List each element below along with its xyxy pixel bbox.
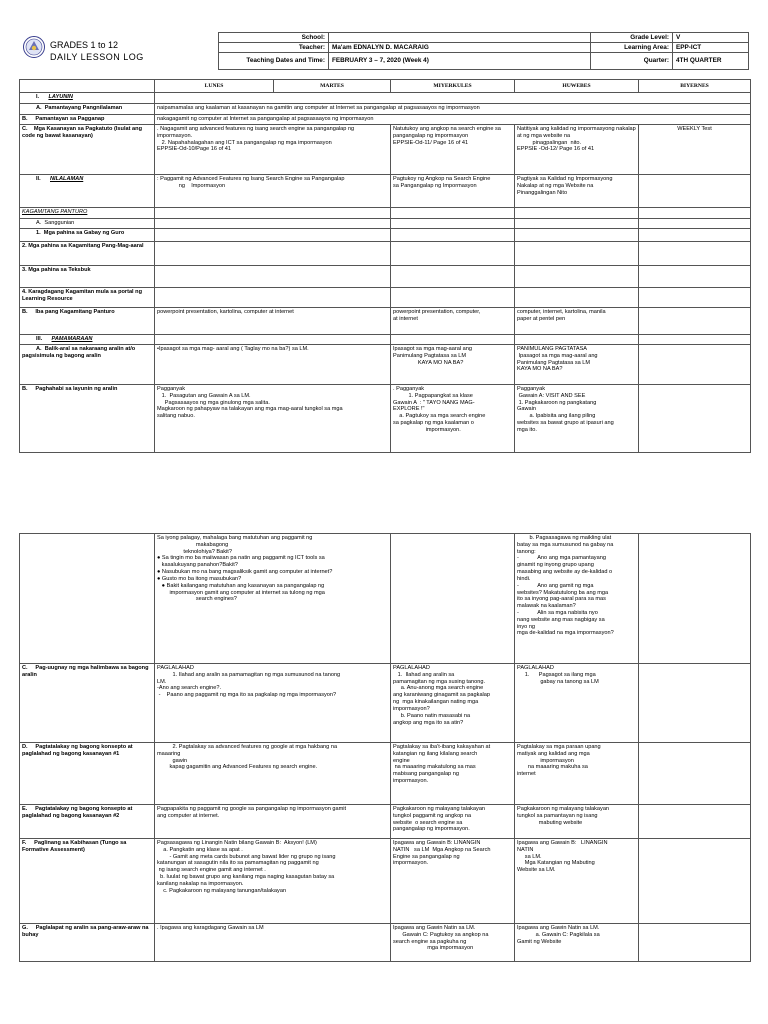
teks-label: Mga pahina sa Teksbuk (28, 267, 91, 273)
nilalaman-lunes: : Paggamit ng Advanced Features ng Isang Search Engine sa Pangangalap ng Impormasyon (155, 175, 391, 208)
pagtatalakay2-label: Pagtatalakay ng bagong konsepto at paglalahad ng bagong kasanayan #2 (22, 806, 133, 819)
pag-uugnay-label: Pag-uugnay ng mga halimbawa sa bagong aralin (22, 665, 149, 678)
sanggunian-num: A. (36, 220, 42, 226)
teacher-label: Teacher: (219, 43, 329, 53)
paghahabi-huwebes: Pagganyak Gawain A: VISIT AND SEE 1. Pagkakaroon ng pangkatang Gawain a. Ipabisita ang ilang piling websites sa bawat grupo at ipasuri ang mga ito. (515, 385, 639, 453)
deped-seal-icon (23, 36, 45, 58)
paglalapat-lunes: . Ipagawa ang karagdagang Gawain sa LM (155, 924, 391, 962)
grade-value: V (673, 33, 749, 43)
pagtatalakay1-label: Pagtatalakay ng bagong konsepto at paglalahad ng bagong kasanayan #1 (22, 744, 133, 757)
cont-huwebes: b. Pagsasagawa ng maikling ulat batay sa mga sumusunod na gabay na tanong: - Ano ang mga pamantayang ginamit ng inyong grupo upang masabing ang website ay de-kalidad o hindi. - Ano ang gamit ng mga websites? Makatutulong ba ang mga ito sa inyong pag-aaral para sa mas malawak na kaalaman? - Alin sa mga nabisita nyo nang website ang mas nagbigay sa inyo ng mga de-kalidad na mga impormasyon? (515, 534, 639, 664)
balik-huwebes: PANIMULANG PAGTATASA Ipasagot sa mga mag-aaral ang Panimulang Pagtatasa sa LM KAYA MO NA BA? (515, 345, 639, 385)
kasanayan-biyernes: WEEKLY Test (639, 125, 751, 175)
paglinang-num: F. (22, 840, 27, 846)
quarter-value: 4TH QUARTER (673, 53, 749, 70)
school-label: School: (219, 33, 329, 43)
layunin-label: LAYUNIN (48, 94, 73, 100)
area-value: EPP-ICT (673, 43, 749, 53)
pagtatalakay1-huwebes: Pagtalakay sa mga paraan upang matiyak ang kalidad ang mga impormasyon na maaaring makuha sa internet (515, 743, 639, 805)
karag-num: 4. (22, 289, 27, 295)
teks-num: 3. (22, 267, 27, 273)
balik-num: A. (36, 346, 42, 352)
row-c-num: C. (22, 126, 28, 132)
row-c-label: Mga Kasanayan sa Pagkatuto (Isulat ang code ng bawat kasanayan) (22, 126, 142, 139)
area-label: Learning Area: (591, 43, 673, 53)
paghahabi-label: Paghahabi sa layunin ng aralin (35, 386, 118, 392)
paglinang-miyerkules: Ipagawa ang Gawain B: LINANGIN NATIN sa LM Mga Angkop na Search Engine sa pangangalap ng impormasyon. (391, 839, 515, 924)
pamamaraan-label: PAMAMARAAN (51, 336, 93, 342)
pagtatalakay1-lunes: 2. Pagtalakay sa advanced features ng google at mga hakbang na maaaring gawin kapag gagamitin ang Advanced Features ng search engine. (155, 743, 391, 805)
iba-label: Iba pang Kagamitang Panturo (35, 309, 115, 315)
dates-value: FEBRUARY 3 – 7, 2020 (Week 4) (329, 53, 591, 70)
pagtatalakay2-lunes: Pagpapakita ng paggamit ng google sa pangangalap ng impormasyon gamit ang computer at internet. (155, 805, 391, 839)
day-header-biyernes: BIYERNES (639, 80, 751, 93)
pamantayan-sa-pagganap-text: nakagagamit ng computer at Internet sa pangangalap at pagsasaayos ng impormasyon (155, 115, 751, 125)
nilalaman-miyerkules: Pagtukoy ng Angkop na Search Engine sa Pangangalap ng Impormasyon (391, 175, 515, 208)
paglalapat-num: G. (22, 925, 28, 931)
row-a-label: Pamantayang Pangnilalaman (44, 105, 123, 111)
school-value (329, 33, 591, 43)
row-a-num: A. (36, 105, 42, 111)
row-b-num: B. (22, 116, 28, 122)
paglinang-lunes: Pagsasagawa ng Linangin Natin bilang Gawain B: Aksyon! (LM) a. Pangkatin ang klase sa apat . - Gamit ang meta cards bubunot ang bawat lider ng grupo ng isang katanungan at sasagutin nila ito sa pamamagitan ng paggamit ng ng isang search engine gamit ang internet . b. Iuulat ng bawat grupo ang kanilang mga naging kasagutan batay sa kanilang nakalap na impormasyon. c. Pagkakaroon ng malayang tanungan/talakayan (155, 839, 391, 924)
pag-uugnay-num: C. (22, 665, 28, 671)
header-table (218, 32, 749, 70)
cont-lunes: Sa iyong palagay, mahalaga bang matutuhan ang paggamit ng makabagong teknolohiya? Bakit? ● Sa tingin mo ba maiiwasan pa natin ang paggamit ng ICT tools sa kasalukuyang panahon?Bakit? ● Nasubukan mo na bang magsaliksik gamit ang computer at internet? ● Gusto mo ba itong masubukan? ● Bakit kailangang matutuhan ang kasanayan sa pangangalap ng impormasyon gamit ang computer at internet sa tulong ng mga search engines? (155, 534, 391, 664)
pag-uugnay-miyerkules: PAGLALAHAD 1. Ilahad ang aralin sa pamamagitan ng mga susing tanong. a. Anu-anong mga search engine ang karaniwang ginagamit sa pagkalap ng mga kinakailangan nating mga impormasyon? b. Paano natin masasabi na angkop ang mga ito sa atin? (391, 664, 515, 743)
pagtatalakay1-num: D. (22, 744, 28, 750)
paglinang-label: Paglinang sa Kabihasan (Tungo sa Formative Assessment) (22, 840, 127, 853)
paglinang-huwebes: Ipagawa ang Gawain B: LINANGIN NATIN sa LM. Mga Katangian ng Mabuting Website sa LM. (515, 839, 639, 924)
lesson-log-page1 (19, 79, 751, 453)
kasanayan-lunes: . Nagagamit ang advanced features ng isang search engine sa pangangalap ng impormasyon. 2. Napahahalagahan ang ICT sa pangangalap ng mga impormasyon EPPSIE-Od-10/Page 16 of 41 (155, 125, 391, 175)
lesson-log-page2 (19, 533, 751, 962)
teacher-value: Ma'am EDNALYN D. MACARAIG (329, 43, 591, 53)
day-header-miyerkules: MIYERKULES (391, 80, 515, 93)
pamamaraan-num: III. (36, 336, 43, 342)
quarter-label: Quarter: (591, 53, 673, 70)
kasanayan-huwebes: Natitiyak ang kalidad ng impormasyong nakalap at ng mga website na pinagpalingan nito. EPPSIE -Od-12/ Page 16 of 41 (515, 125, 639, 175)
paghahabi-lunes: Pagganyak 1. Pasagutan ang Gawain A sa LM. Pagsasaayos ng mga ginulong mga salita. Magkaroon ng pahapyaw na talakayan ang mga mag-aaral tungkol sa mga salitang nabuo. (155, 385, 391, 453)
pag-uugnay-huwebes: PAGLALAHAD 1. Pagsagot sa ilang mga gabay na tanong sa LM (515, 664, 639, 743)
nilalaman-label: NILALAMAN (50, 176, 84, 182)
kasanayan-miyerkules: Natutukoy ang angkop na search engine sa pangangalap ng impormasyon EPPSIE-Od-11/ Page 16 of 41 (391, 125, 515, 175)
pagtatalakay2-num: E. (22, 806, 28, 812)
pamantayang-pangnilalaman-text: naipamamalas ang kaalaman at kasanayan na gamitin ang computer at Internet sa pangangalap at pagsasaayos ng impormasyon (155, 104, 751, 115)
dates-label: Teaching Dates and Time: (219, 53, 329, 70)
iba-huwebes: computer, internet, kartolina, manila paper at pentel pen (515, 308, 639, 335)
iba-miyerkules: powerpoint presentation, computer, at internet (391, 308, 515, 335)
mag-label: Mga pahina sa Kagamitang Pang-Mag-aaral (28, 243, 144, 249)
paglalapat-huwebes: Ipagawa ang Gawin Natin sa LM. a. Gawain C: Pagkilala sa Gamit ng Website (515, 924, 639, 962)
iba-num: B. (22, 309, 28, 315)
balik-lunes: •Ipasagot sa mga mag- aaral ang ( Taglay mo na ba?) sa LM. (155, 345, 391, 385)
paglalapat-label: Paglalapat ng aralin sa pang-araw-araw na buhay (22, 925, 149, 938)
row-b-label: Pamantayan sa Pagganap (35, 116, 105, 122)
pag-uugnay-lunes: PAGLALAHAD 1. Ilahad ang aralin sa pamamagitan ng mga sumusunod na tanong LM. -Ano ang search engine?. - Paano ang paggamit ng mga ito sa pagkalap ng mga impormasyon? (155, 664, 391, 743)
karag-label: Karagdagang Kagamitan mula sa portal ng Learning Resource (22, 289, 142, 302)
balik-label: Balik-aral sa nakaraang aralin at/o pagsisimula ng bagong aralin (22, 346, 136, 359)
day-header-martes: MARTES (274, 80, 391, 93)
iba-lunes: powerpoint presentation, kartolina, computer at internet (155, 308, 391, 335)
day-header-blank (20, 80, 155, 93)
pagtatalakay2-huwebes: Pagkakaroon ng malayang talakayan tungkol sa pamantayan ng isang mabuting website (515, 805, 639, 839)
pagtatalakay1-miyerkules: Pagtalakay sa iba't-ibang kakayahan at katangian ng ilang kilalang search engine na maaaring makatulong sa mas mabisang pangangalap ng impormasyon. (391, 743, 515, 805)
paglalapat-miyerkules: Ipagawa ang Gawin Natin sa LM. Gawain C: Pagtukoy sa angkop na search engine sa pagkuha ng mga impormasyon (391, 924, 515, 962)
layunin-num: I. (36, 94, 40, 100)
logo-subtitle: DAILY LESSON LOG (50, 52, 144, 62)
nilalaman-num: II. (36, 176, 41, 182)
balik-miyerkules: Ipasagot sa mga mag-aaral ang Panimulang Pagtatasa sa LM KAYA MO NA BA? (391, 345, 515, 385)
paghahabi-num: B. (22, 386, 28, 392)
day-header-huwebes: HUWEBES (515, 80, 639, 93)
guro-num: 1. (36, 230, 41, 236)
grade-label: Grade Level: (591, 33, 673, 43)
day-header-lunes: LUNES (155, 80, 274, 93)
nilalaman-huwebes: Pagtiyak sa Kalidad ng Impormasyong Nakalap at ng mga Website na Pinanggalingan Nito (515, 175, 639, 208)
pagtatalakay2-miyerkules: Pagkakaroon ng malayang talakayan tungkol paggamit ng angkop na website o search engine sa pangangalap ng impormasyon. (391, 805, 515, 839)
sanggunian-label: Sanggunian (44, 220, 75, 226)
guro-label: Mga pahina sa Gabay ng Guro (43, 230, 125, 236)
logo-title: GRADES 1 to 12 (50, 40, 119, 50)
paghahabi-miyerkules: . Pagganyak 1. Pagpapangkat sa klase Gawain A : " TAYO NANG MAG- EXPLORE !" a. Pagtukoy sa mga search engine sa pagkalap ng mga kaalaman o impormasyon. (391, 385, 515, 453)
mag-num: 2. (22, 243, 27, 249)
kagamitang-panturo-label: KAGAMITANG PANTURO (22, 209, 88, 215)
